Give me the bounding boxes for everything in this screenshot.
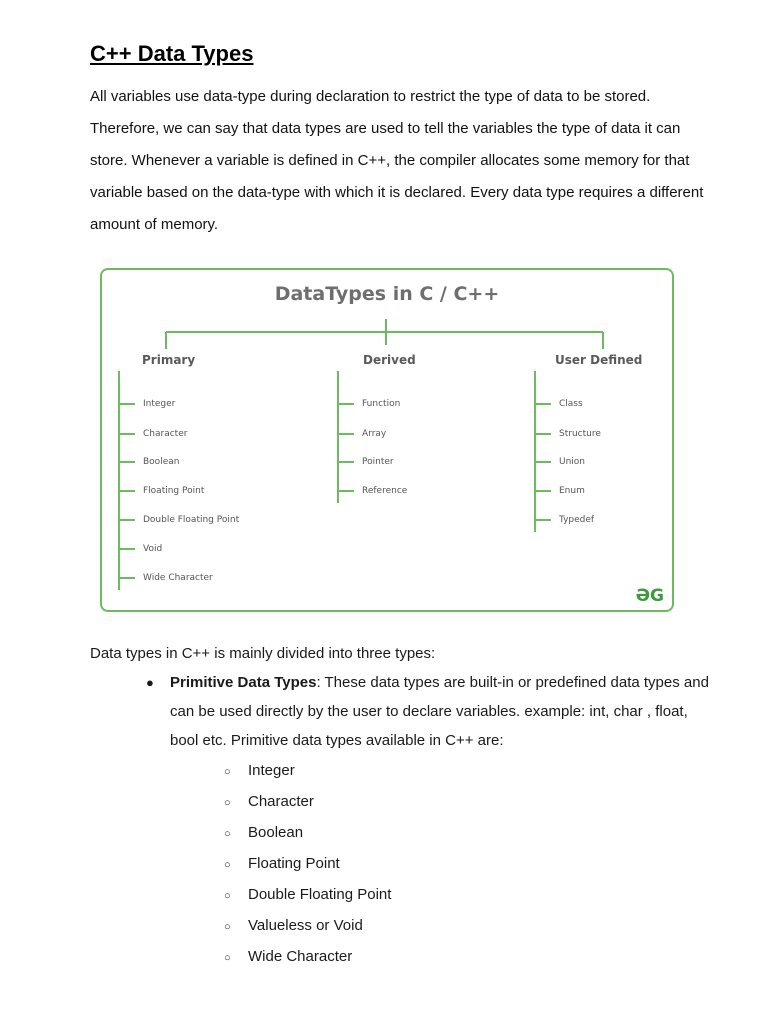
list-item bbox=[224, 911, 391, 942]
primary-item: Double Floating Point bbox=[143, 515, 240, 525]
circle-bullet-icon: ○ bbox=[224, 921, 231, 933]
primary-item: Void bbox=[143, 544, 163, 554]
list-item-label: Boolean bbox=[248, 824, 304, 841]
user-defined-item: Structure bbox=[559, 429, 601, 439]
page-title: C++ Data Types bbox=[90, 41, 254, 66]
diagram-title: DataTypes in C / C++ bbox=[274, 283, 500, 305]
primary-item: Wide Character bbox=[143, 573, 213, 583]
circle-bullet-icon: ○ bbox=[224, 890, 231, 902]
diagram-connectors bbox=[102, 270, 672, 610]
primary-item: Floating Point bbox=[143, 486, 205, 496]
circle-bullet-icon: ○ bbox=[224, 797, 231, 809]
bullet-icon: ● bbox=[146, 675, 154, 690]
list-item-label: Valueless or Void bbox=[248, 917, 363, 934]
list-item bbox=[224, 849, 391, 880]
summary-text: Data types in C++ is mainly divided into three types: bbox=[90, 645, 436, 662]
list-item bbox=[224, 787, 391, 818]
circle-bullet-icon: ○ bbox=[224, 766, 231, 778]
primary-item: Boolean bbox=[143, 457, 180, 467]
list-item-label: Integer bbox=[248, 762, 295, 779]
list-item bbox=[224, 818, 391, 849]
circle-bullet-icon: ○ bbox=[224, 952, 231, 964]
circle-bullet-icon: ○ bbox=[224, 828, 231, 840]
list-item-label: Double Floating Point bbox=[248, 886, 392, 903]
column-heading-derived: Derived bbox=[363, 353, 416, 367]
primitive-text: : These data types are built-in or predefined data types and can be used directly by the user to declare variables. example: int, char , float, bool etc. Primitive data types available in C++ are: bbox=[170, 674, 709, 749]
user-defined-item: Union bbox=[559, 457, 586, 467]
list-item bbox=[224, 756, 391, 787]
list-item-label: Character bbox=[248, 793, 314, 810]
primitive-types-list bbox=[224, 756, 391, 973]
intro-paragraph: All variables use data-type during declaration to restrict the type of data to be stored. Therefore, we can say that data types are used to tell the variables the type of data it can store. Whenever a variable is defined in C++, the compiler allocates some memory for that variable based on the data-type with which it is declared. Every data type requires a different amount of memory. bbox=[90, 88, 704, 233]
user-defined-item: Typedef bbox=[559, 515, 595, 525]
list-item-primitive bbox=[146, 668, 716, 755]
primitive-label: Primitive Data Types bbox=[170, 674, 317, 691]
datatypes-diagram bbox=[100, 268, 674, 612]
list-item-label: Floating Point bbox=[248, 855, 340, 872]
derived-item: Pointer bbox=[362, 457, 394, 467]
column-heading-primary: Primary bbox=[142, 353, 196, 367]
list-item bbox=[224, 880, 391, 911]
primary-item: Character bbox=[143, 429, 188, 439]
list-item-label: Wide Character bbox=[248, 948, 353, 965]
geeksforgeeks-logo: ƏG bbox=[635, 586, 664, 606]
column-heading-user-defined: User Defined bbox=[555, 353, 643, 367]
primary-item: Integer bbox=[143, 399, 176, 409]
derived-item: Function bbox=[362, 399, 401, 409]
primitive-description bbox=[170, 668, 716, 755]
derived-item: Reference bbox=[362, 486, 408, 496]
circle-bullet-icon: ○ bbox=[224, 859, 231, 871]
derived-item: Array bbox=[362, 429, 387, 439]
user-defined-item: Enum bbox=[559, 486, 585, 496]
list-item bbox=[224, 942, 391, 973]
user-defined-item: Class bbox=[559, 399, 583, 409]
